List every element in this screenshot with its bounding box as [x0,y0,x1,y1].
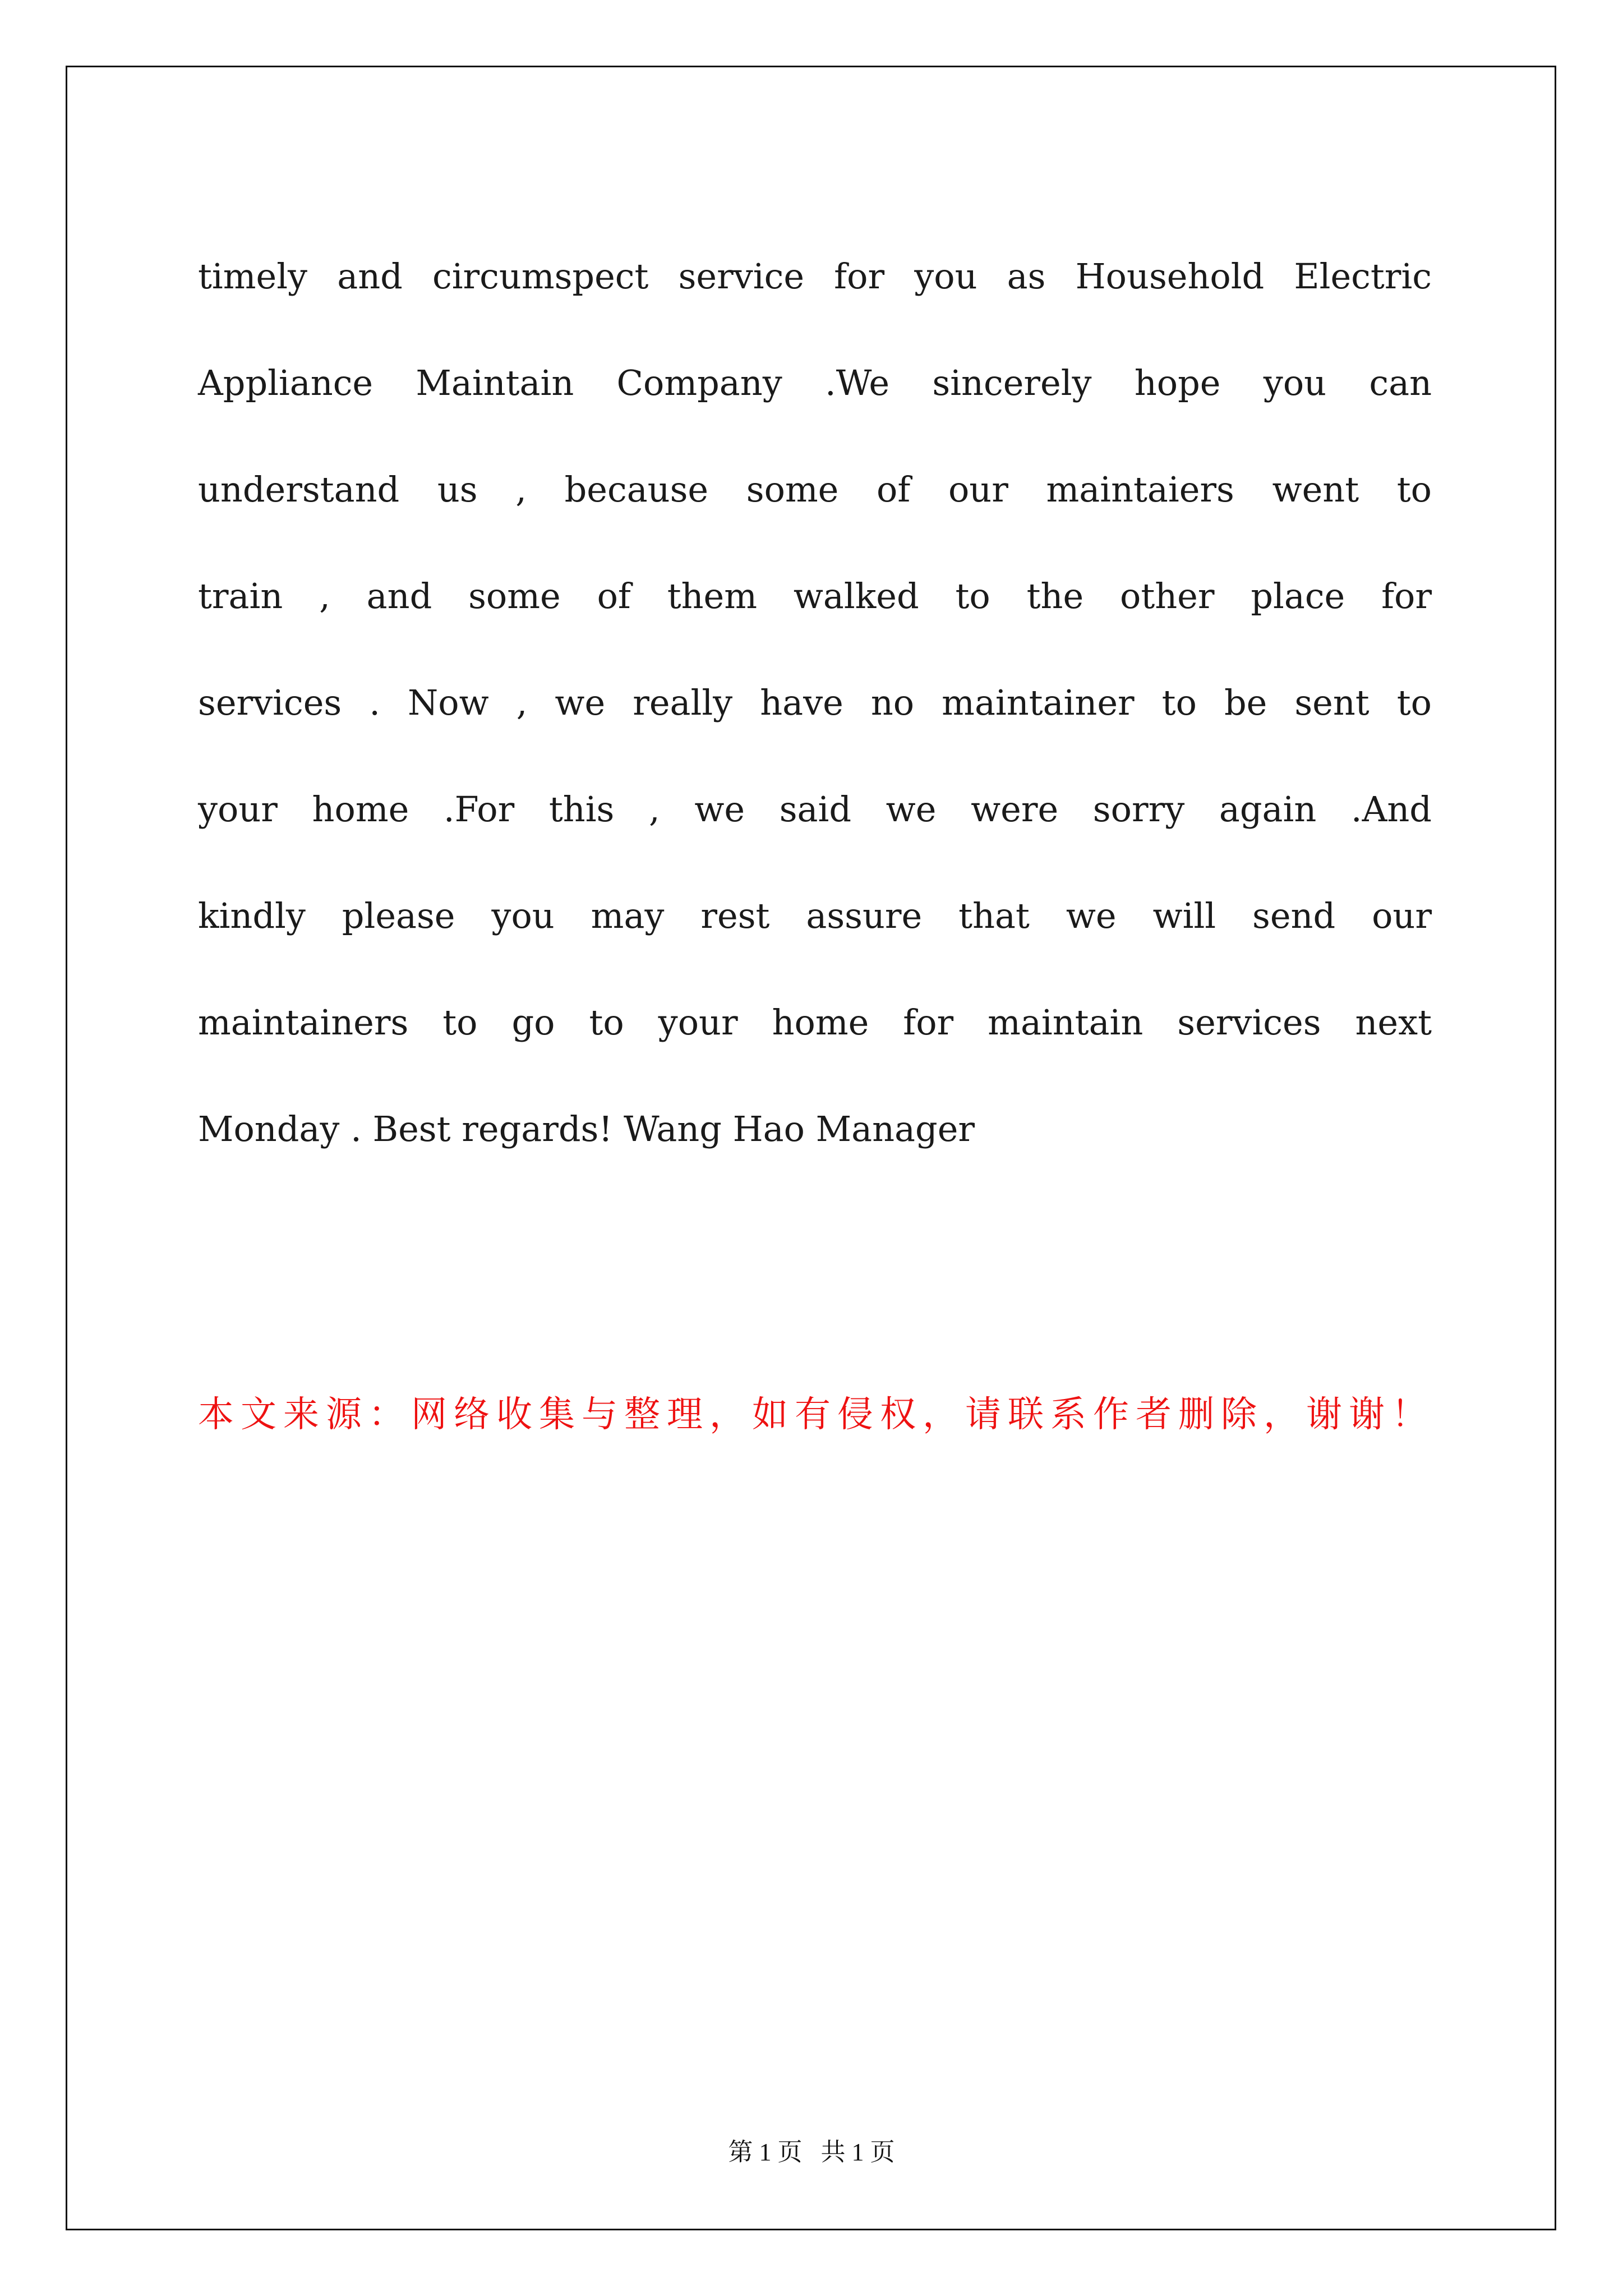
body-line: timely and circumspect service for you as Household Electric [198,256,1432,297]
body-line: services . Now , we really have no maintainer to be sent to [198,682,1432,723]
source-note: 本文来源：网络收集与整理，如有侵权，请联系作者删除，谢谢！ [198,1394,1434,1435]
body-line: maintainers to go to your home for maintain services next [198,1002,1432,1043]
page-footer: 第 1 页 共 1 页 [728,2138,895,2166]
body-text [198,223,1432,1182]
body-line-last: Monday . Best regards! Wang Hao Manager [198,1108,975,1149]
body-line: your home .For this , we said we were sorry again .And [198,789,1432,830]
body-line: Appliance Maintain Company .We sincerely hope you can [198,362,1432,403]
body-line: kindly please you may rest assure that we will send our [198,895,1432,936]
body-line: train , and some of them walked to the other place for [198,576,1432,616]
body-line: understand us , because some of our maintaiers went to [198,469,1432,510]
